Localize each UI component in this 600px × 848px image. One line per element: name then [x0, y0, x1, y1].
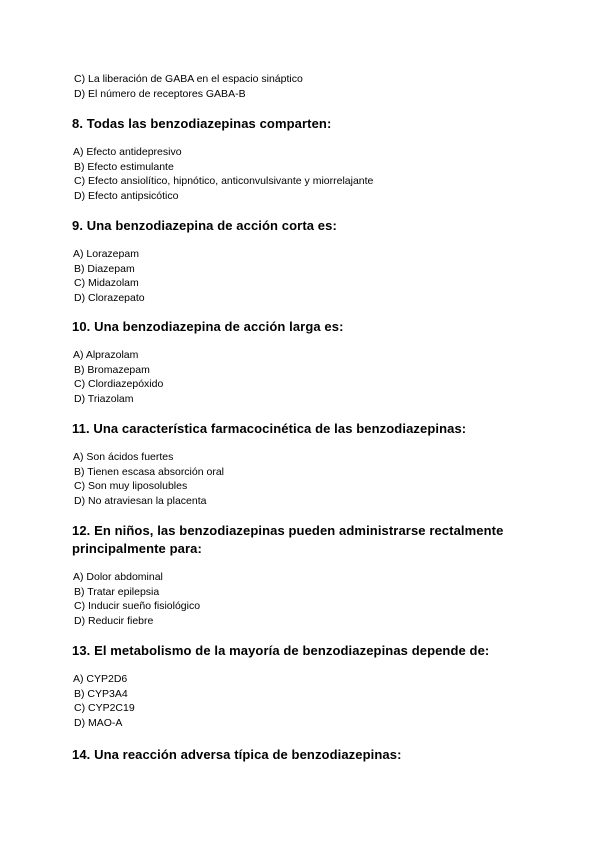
question-14 — [72, 746, 532, 776]
option-b: B) CYP3A4 — [74, 687, 128, 700]
option-c: C) Son muy liposolubles — [74, 480, 188, 493]
option-a: A) Lorazepam — [73, 248, 139, 260]
option-d: D) Clorazepato — [74, 291, 145, 304]
option-c: C) Efecto ansiolítico, hipnótico, anticonvulsivante y miorrelajante — [74, 175, 374, 188]
question-title: 11. Una característica farmacocinética de las benzodiazepinas: — [72, 421, 467, 436]
option-list — [73, 672, 532, 730]
option-list — [73, 348, 532, 406]
option-list — [73, 247, 532, 305]
option-b: B) Diazepam — [74, 262, 135, 275]
option-b: B) Bromazepam — [74, 363, 150, 376]
question-title: 14. Una reacción adversa típica de benzodiazepinas: — [72, 747, 402, 762]
option-a: A) Efecto antidepresivo — [73, 146, 182, 158]
option-d: D) El número de receptores GABA-B — [74, 87, 246, 100]
previous-question-options — [74, 72, 303, 101]
question-title: 13. El metabolismo de la mayoría de benzodiazepinas depende de: — [72, 643, 490, 658]
question-13 — [72, 642, 532, 730]
option-list — [73, 145, 532, 203]
question-title: 9. Una benzodiazepina de acción corta es: — [72, 218, 337, 233]
option-a: A) Alprazolam — [73, 349, 139, 361]
option-b: B) Efecto estimulante — [74, 160, 174, 173]
option-d: D) Reducir fiebre — [74, 614, 154, 627]
option-a: A) CYP2D6 — [73, 673, 128, 685]
option-d: D) No atraviesan la placenta — [74, 494, 207, 507]
option-c: C) Clordiazepóxido — [74, 378, 164, 391]
option-b: B) Tienen escasa absorción oral — [74, 465, 224, 478]
question-10 — [72, 318, 532, 406]
option-a: A) Dolor abdominal — [73, 571, 163, 583]
question-9 — [72, 217, 532, 305]
option-c: C) Inducir sueño fisiológico — [74, 600, 201, 613]
question-title: 8. Todas las benzodiazepinas comparten: — [72, 116, 332, 131]
question-11 — [72, 420, 532, 508]
option-list — [73, 450, 532, 508]
option-d: D) Efecto antipsicótico — [74, 189, 179, 202]
option-d: D) Triazolam — [74, 392, 134, 405]
option-c: C) La liberación de GABA en el espacio sináptico — [74, 73, 303, 85]
question-12 — [72, 522, 532, 628]
option-b: B) Tratar epilepsia — [74, 585, 160, 598]
option-a: A) Son ácidos fuertes — [73, 451, 174, 463]
option-d: D) MAO-A — [74, 716, 123, 729]
question-8 — [72, 115, 532, 203]
question-title: 10. Una benzodiazepina de acción larga es: — [72, 319, 344, 334]
option-c: C) Midazolam — [74, 277, 139, 290]
option-list — [73, 570, 532, 628]
option-c: C) CYP2C19 — [74, 702, 135, 715]
question-title: 12. En niños, las benzodiazepinas pueden administrarse rectalmente principalmente para: — [72, 523, 504, 556]
